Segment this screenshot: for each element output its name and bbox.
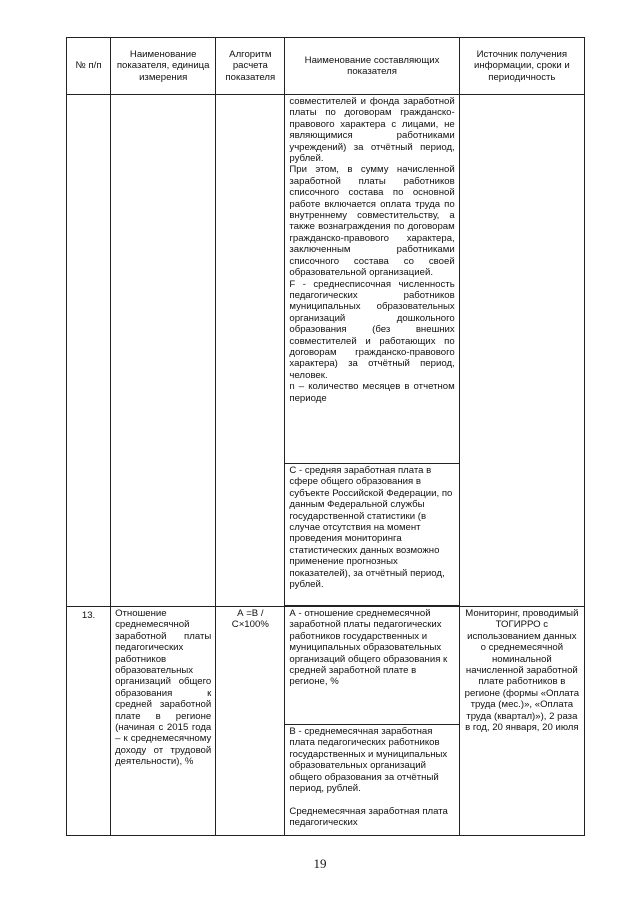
cell-source: Мониторинг, проводимый ТОГИРРО с использованием данных о среднемесячной номинальной начисленной заработной плате работников в регионе (формы «Оплата труда (мес.)», «Оплата труда (квартал)»), 2 раза в год, 20 января, 20 июля	[459, 607, 584, 836]
cell-algorithm: А =В / С×100%	[216, 607, 285, 836]
cell-number: 13.	[67, 607, 111, 836]
header-number: № п/п	[67, 38, 111, 95]
cell-indicator-name	[111, 95, 216, 607]
component-block	[284, 95, 459, 464]
cell-indicator-name: Отношение среднемесячной заработной платы педагогических работников образовательных организаций общего образования к средней заработной плате в регионе (начиная с 2015 года – к среднемесячному доходу от трудовой деятельности), %	[111, 607, 216, 836]
table-row	[67, 95, 585, 607]
indicator-table	[66, 37, 585, 836]
component-text: В - среднемесячная заработная плата педагогических работников государственных и муниципальных образовательных организаций общего образования за отчётный период, рублей. Среднемесячная заработная плата педагогических	[289, 726, 448, 829]
component-block	[284, 463, 459, 606]
header-indicator-name: Наименование показателя, единица измерения	[111, 38, 216, 95]
cell-number	[67, 95, 111, 607]
cell-algorithm	[216, 95, 285, 607]
cell-components	[285, 607, 459, 836]
component-text: А - отношение среднемесячной заработной платы педагогических работников государственных и муниципальных образовательных организаций общего образования к средней заработной плате в регионе, %	[289, 608, 448, 688]
header-source: Источник получения информации, сроки и периодичность	[459, 38, 584, 95]
component-text: С - средняя заработная плата в сфере общего образования в субъекте Российской Федерации, по данным Федеральной службы государственной статистики (в случае отсутствия на момент проведения мониторинга статистических данных возможно применение прогнозных показателей), за отчётный период, рублей.	[289, 465, 453, 591]
header-algorithm: Алгоритм расчета показателя	[216, 38, 285, 95]
component-text: совместителей и фонда заработной платы по договорам гражданско-правового характера с лицами, не являющимися работниками учреждений) за отчётный период, рублей. При этом, в сумму начисленной заработной платы работников списочного состава по основной работе включается оплата труда по внутреннему совместительству, а также вознаграждения по договорам гражданско-правового характера, заключенным работниками списочного состава со своей образовательной организацией. F - среднесписочная численность педагогических работников муниципальных образовательных организаций дошкольного образования (без внешних совместителей и работающих по договорам гражданско-правового характера) за отчётный период, человек. n – количество месяцев в отчетном периоде	[289, 96, 455, 404]
cell-source	[459, 95, 584, 607]
page-number: 19	[313, 856, 327, 871]
table-header-row	[67, 38, 585, 95]
component-block	[284, 724, 459, 835]
component-block	[284, 607, 459, 725]
table-row	[67, 607, 585, 836]
cell-components	[285, 95, 459, 607]
header-components: Наименование составляющих показателя	[285, 38, 459, 95]
